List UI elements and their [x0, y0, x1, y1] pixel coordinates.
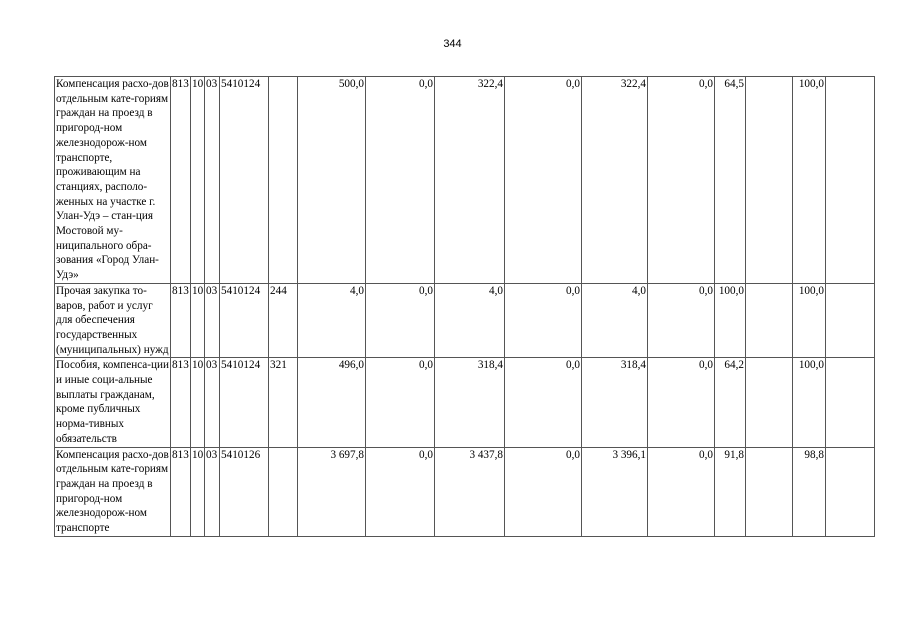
- expense-name: Прочая закупка то-варов, работ и услуг для обеспечения государственных (муниципальных) нужд: [55, 283, 171, 358]
- percent-cell: 98,8: [793, 447, 826, 536]
- percent-cell: 64,5: [715, 77, 746, 284]
- value-cell: 496,0: [298, 358, 366, 447]
- section-code: 10: [191, 283, 205, 358]
- value-cell: 0,0: [505, 77, 582, 284]
- expense-name: Компенсация расхо-дов отдельным кате-гориям граждан на проезд в пригород-ном железнодорож-ном транспорте, проживающим на станциях, располо-женных на участке г. Улан-Удэ – стан-ция Мостовой му-ниципального обра-зования «Город Улан-Удэ»: [55, 77, 171, 284]
- value-cell: 0,0: [505, 358, 582, 447]
- value-cell: 0,0: [648, 77, 715, 284]
- value-cell: 0,0: [505, 283, 582, 358]
- percent-cell: 100,0: [793, 77, 826, 284]
- subsection-code: 03: [205, 447, 220, 536]
- percent-cell: 100,0: [793, 283, 826, 358]
- table-row: [55, 447, 875, 536]
- value-cell: 322,4: [582, 77, 648, 284]
- value-cell: [746, 283, 793, 358]
- section-code: 10: [191, 77, 205, 284]
- table-row: [55, 283, 875, 358]
- value-cell: [746, 77, 793, 284]
- value-cell: 0,0: [366, 447, 435, 536]
- expense-type-code: [269, 77, 298, 284]
- percent-cell: 64,2: [715, 358, 746, 447]
- value-cell: 0,0: [366, 77, 435, 284]
- percent-cell: 100,0: [793, 358, 826, 447]
- value-cell: 4,0: [582, 283, 648, 358]
- expense-name: Пособия, компенса-ции и иные соци-альные выплаты гражданам, кроме публичных норма-тивных обязательств: [55, 358, 171, 447]
- value-cell: 322,4: [435, 77, 505, 284]
- section-code: 10: [191, 447, 205, 536]
- target-article-code: 5410124: [220, 358, 269, 447]
- value-cell: 0,0: [648, 358, 715, 447]
- expense-type-code: 244: [269, 283, 298, 358]
- value-cell: 3 697,8: [298, 447, 366, 536]
- value-cell: [746, 447, 793, 536]
- ministry-code: 813: [171, 447, 191, 536]
- ministry-code: 813: [171, 283, 191, 358]
- value-cell: [826, 358, 875, 447]
- section-code: 10: [191, 358, 205, 447]
- value-cell: [826, 447, 875, 536]
- target-article-code: 5410124: [220, 77, 269, 284]
- target-article-code: 5410126: [220, 447, 269, 536]
- value-cell: [826, 77, 875, 284]
- value-cell: 500,0: [298, 77, 366, 284]
- budget-table: [54, 76, 875, 537]
- expense-type-code: [269, 447, 298, 536]
- value-cell: 3 396,1: [582, 447, 648, 536]
- value-cell: 0,0: [505, 447, 582, 536]
- value-cell: 0,0: [648, 447, 715, 536]
- target-article-code: 5410124: [220, 283, 269, 358]
- value-cell: 4,0: [435, 283, 505, 358]
- value-cell: 4,0: [298, 283, 366, 358]
- percent-cell: 91,8: [715, 447, 746, 536]
- subsection-code: 03: [205, 358, 220, 447]
- table-row: [55, 77, 875, 284]
- value-cell: 3 437,8: [435, 447, 505, 536]
- page-number: 344: [443, 38, 462, 50]
- value-cell: 0,0: [648, 283, 715, 358]
- value-cell: [826, 283, 875, 358]
- value-cell: 318,4: [435, 358, 505, 447]
- ministry-code: 813: [171, 358, 191, 447]
- expense-name: Компенсация расхо-дов отдельным кате-гориям граждан на проезд в пригород-ном железнодорож-ном транспорте: [55, 447, 171, 536]
- value-cell: [746, 358, 793, 447]
- value-cell: 0,0: [366, 358, 435, 447]
- value-cell: 0,0: [366, 283, 435, 358]
- ministry-code: 813: [171, 77, 191, 284]
- subsection-code: 03: [205, 283, 220, 358]
- percent-cell: 100,0: [715, 283, 746, 358]
- expense-type-code: 321: [269, 358, 298, 447]
- subsection-code: 03: [205, 77, 220, 284]
- value-cell: 318,4: [582, 358, 648, 447]
- table-row: [55, 358, 875, 447]
